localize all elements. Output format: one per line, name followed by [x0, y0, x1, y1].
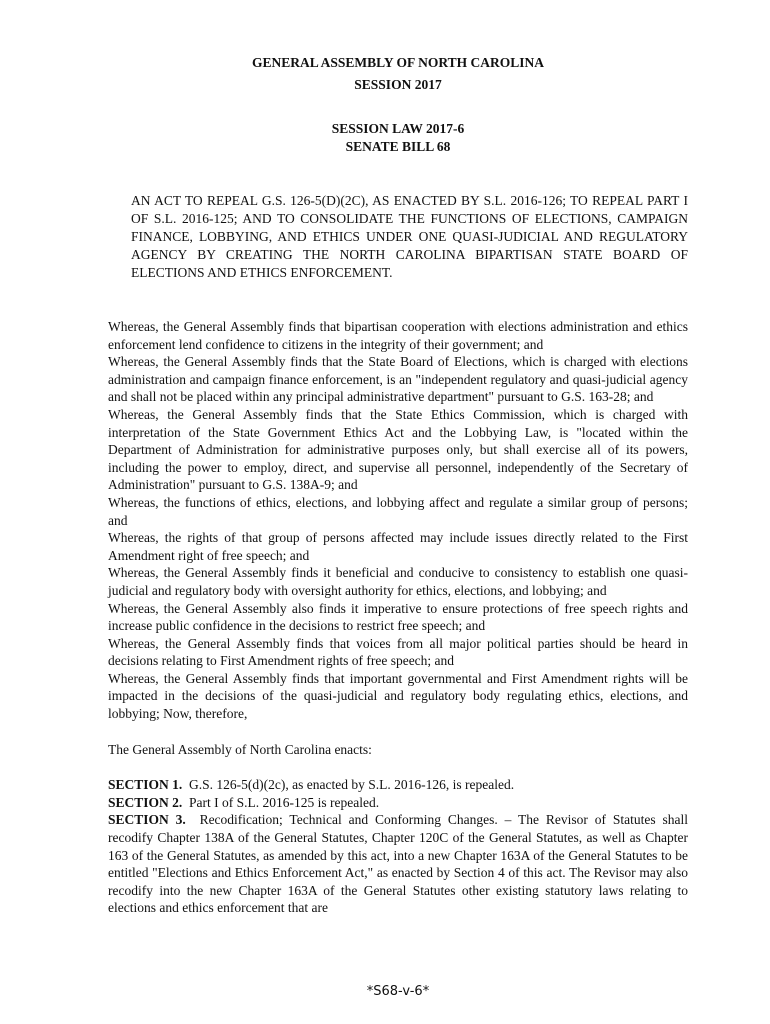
page-footer-id: *S68-v-6* — [366, 984, 430, 999]
whereas-clause: Whereas, the General Assembly finds that voices from all major political parties should be heard in decisions relating to First Amendment rights of free speech; and — [108, 635, 688, 669]
section-text: Part I of S.L. 2016-125 is repealed. — [189, 794, 380, 810]
whereas-clause: Whereas, the General Assembly finds that bipartisan cooperation with elections administration and ethics enforcement lend confidence to citizens in the integrity of their government; and — [108, 319, 688, 352]
whereas-clause: Whereas, the functions of ethics, elections, and lobbying affect and regulate a similar group of persons; and — [108, 494, 688, 528]
section-label: SECTION 2. — [108, 794, 183, 810]
whereas-clause: Whereas, the General Assembly finds that important governmental and First Amendment rights will be impacted in the decisions of the quasi-judicial and regulatory body regulating ethics, elections, and lobbying; Now, therefore, — [108, 670, 688, 722]
section-label: SECTION 3. — [108, 812, 186, 828]
whereas-clause: Whereas, the General Assembly finds that the State Ethics Commission, which is charged with interpretation of the State Government Ethics Act and the Lobbying Law, is "located within the Department of Administration for administrative purposes only, but shall exercise all of its powers, including the power to employ, direct, and supervise all personnel, independently of the Secretary of Administration" pursuant to G.S. 138A-9; and — [108, 406, 688, 493]
section-text: Recodification; Technical and Conforming Changes. – The Revisor of Statutes shall recodify Chapter 138A of the General Statutes, Chapter 120C of the General Statutes, as well as Chapter 163 of the General Statutes, as amended by this act, into a new Chapter 163A of the General Statutes to be entitled "Elections and Ethics Enforcement Act," as enacted by Section 4 of this act. The Revisor may also recodify into the new Chapter 163A of the General Statutes other existing statutory laws relating to elections and ethics enforcement that are — [108, 812, 688, 916]
section-1 — [108, 776, 688, 794]
section-2 — [108, 794, 688, 812]
session-law-heading: SESSION LAW 2017-6 — [331, 121, 465, 136]
section-label: SECTION 1. — [108, 777, 183, 793]
document-body — [108, 318, 688, 917]
act-title: AN ACT TO REPEAL G.S. 126-5(D)(2C), AS ENACTED BY S.L. 2016-126; TO REPEAL PART I OF S.L. 2016-125; AND TO CONSOLIDATE THE FUNCTIONS OF ELECTIONS, CAMPAIGN FINANCE, LOBBYING, AND ETHICS UNDER ONE QUASI-JUDICIAL AND REGULATORY AGENCY BY CREATING THE NORTH CAROLINA BIPARTISAN STATE BOARD OF ELECTIONS AND ETHICS ENFORCEMENT. — [131, 193, 688, 280]
session-heading: SESSION 2017 — [354, 77, 442, 92]
whereas-clause: Whereas, the General Assembly finds it beneficial and conducive to consistency to establish one quasi-judicial and regulatory body with oversight authority for ethics, elections, and lobbying; and — [108, 565, 688, 598]
section-text: G.S. 126-5(d)(2c), as enacted by S.L. 2016-126, is repealed. — [189, 777, 515, 793]
enacting-clause: The General Assembly of North Carolina enacts: — [108, 741, 372, 757]
whereas-clause: Whereas, the rights of that group of persons affected may include issues directly related to the First Amendment right of free speech; and — [108, 530, 688, 563]
whereas-clause: Whereas, the General Assembly finds that the State Board of Elections, which is charged with elections administration and campaign finance enforcement, is an "independent regulatory and quasi-judicial agency and shall not be placed within any principal administrative department" pursuant to G.S. 163-28; and — [108, 354, 688, 405]
assembly-heading: GENERAL ASSEMBLY OF NORTH CAROLINA — [251, 55, 545, 70]
bill-heading: SENATE BILL 68 — [345, 139, 451, 154]
section-3 — [108, 811, 688, 917]
whereas-clause: Whereas, the General Assembly also finds it imperative to ensure protections of free speech rights and increase public confidence in the decisions to restrict free speech; and — [108, 600, 688, 634]
